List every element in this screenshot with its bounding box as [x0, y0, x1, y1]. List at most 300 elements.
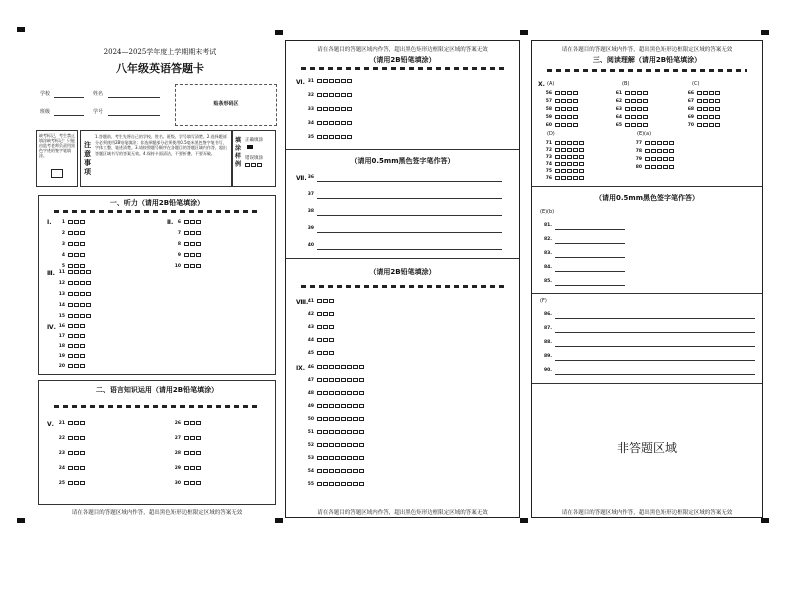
option-bubble[interactable]	[347, 443, 352, 447]
option-bubble[interactable]	[68, 292, 73, 296]
option-bubble[interactable]	[347, 391, 352, 395]
option-bubble[interactable]	[353, 391, 358, 395]
option-bubble[interactable]	[190, 253, 195, 257]
option-bubble[interactable]	[317, 365, 322, 369]
class-field[interactable]	[54, 115, 84, 116]
option-bubble[interactable]	[561, 91, 566, 95]
option-bubble[interactable]	[353, 430, 358, 434]
option-bubble[interactable]	[323, 299, 328, 303]
option-bubble[interactable]	[68, 264, 73, 268]
option-bubble[interactable]	[561, 115, 566, 119]
name-field[interactable]	[108, 97, 160, 98]
option-bubble[interactable]	[86, 270, 91, 274]
option-bubble[interactable]	[184, 264, 189, 268]
option-bubble[interactable]	[190, 231, 195, 235]
option-bubble[interactable]	[561, 99, 566, 103]
option-bubble[interactable]	[68, 344, 73, 348]
option-bubble[interactable]	[643, 115, 648, 119]
option-bubble[interactable]	[329, 299, 334, 303]
answer-line[interactable]	[317, 249, 502, 250]
option-bubble[interactable]	[196, 436, 201, 440]
option-bubble[interactable]	[555, 99, 560, 103]
option-bubble[interactable]	[80, 314, 85, 318]
option-bubble[interactable]	[567, 162, 572, 166]
option-bubble[interactable]	[323, 325, 328, 329]
option-bubble[interactable]	[190, 421, 195, 425]
option-bubble[interactable]	[74, 436, 79, 440]
option-bubble[interactable]	[341, 469, 346, 473]
option-bubble[interactable]	[347, 469, 352, 473]
option-bubble[interactable]	[359, 404, 364, 408]
option-bubble[interactable]	[631, 99, 636, 103]
option-bubble[interactable]	[74, 364, 79, 368]
option-bubble[interactable]	[335, 135, 340, 139]
option-bubble[interactable]	[567, 176, 572, 180]
option-bubble[interactable]	[697, 123, 702, 127]
option-bubble[interactable]	[317, 391, 322, 395]
option-bubble[interactable]	[74, 231, 79, 235]
option-bubble[interactable]	[715, 91, 720, 95]
option-bubble[interactable]	[317, 312, 322, 316]
option-bubble[interactable]	[359, 378, 364, 382]
option-bubble[interactable]	[335, 430, 340, 434]
option-bubble[interactable]	[80, 334, 85, 338]
option-bubble[interactable]	[68, 354, 73, 358]
option-bubble[interactable]	[663, 141, 668, 145]
option-bubble[interactable]	[323, 121, 328, 125]
option-bubble[interactable]	[323, 430, 328, 434]
option-bubble[interactable]	[573, 99, 578, 103]
option-bubble[interactable]	[335, 378, 340, 382]
option-bubble[interactable]	[68, 481, 73, 485]
option-bubble[interactable]	[190, 264, 195, 268]
option-bubble[interactable]	[631, 91, 636, 95]
option-bubble[interactable]	[68, 314, 73, 318]
option-bubble[interactable]	[80, 354, 85, 358]
option-bubble[interactable]	[573, 91, 578, 95]
option-bubble[interactable]	[323, 93, 328, 97]
option-bubble[interactable]	[567, 99, 572, 103]
option-bubble[interactable]	[555, 115, 560, 119]
option-bubble[interactable]	[573, 115, 578, 119]
option-bubble[interactable]	[637, 99, 642, 103]
option-bubble[interactable]	[567, 169, 572, 173]
option-bubble[interactable]	[353, 417, 358, 421]
option-bubble[interactable]	[329, 404, 334, 408]
option-bubble[interactable]	[329, 417, 334, 421]
option-bubble[interactable]	[329, 482, 334, 486]
option-bubble[interactable]	[335, 365, 340, 369]
option-bubble[interactable]	[196, 220, 201, 224]
option-bubble[interactable]	[567, 107, 572, 111]
option-bubble[interactable]	[341, 443, 346, 447]
option-bubble[interactable]	[645, 149, 650, 153]
option-bubble[interactable]	[573, 148, 578, 152]
option-bubble[interactable]	[190, 466, 195, 470]
option-bubble[interactable]	[74, 344, 79, 348]
option-bubble[interactable]	[709, 115, 714, 119]
option-bubble[interactable]	[631, 107, 636, 111]
option-bubble[interactable]	[697, 107, 702, 111]
option-bubble[interactable]	[74, 451, 79, 455]
seat-field[interactable]	[108, 115, 160, 116]
option-bubble[interactable]	[68, 364, 73, 368]
option-bubble[interactable]	[74, 242, 79, 246]
answer-line[interactable]	[555, 374, 755, 375]
option-bubble[interactable]	[317, 351, 322, 355]
option-bubble[interactable]	[317, 456, 322, 460]
option-bubble[interactable]	[347, 378, 352, 382]
option-bubble[interactable]	[341, 365, 346, 369]
option-bubble[interactable]	[329, 365, 334, 369]
option-bubble[interactable]	[323, 135, 328, 139]
option-bubble[interactable]	[196, 231, 201, 235]
option-bubble[interactable]	[561, 141, 566, 145]
option-bubble[interactable]	[555, 107, 560, 111]
option-bubble[interactable]	[184, 466, 189, 470]
option-bubble[interactable]	[335, 417, 340, 421]
option-bubble[interactable]	[317, 299, 322, 303]
option-bubble[interactable]	[573, 155, 578, 159]
option-bubble[interactable]	[68, 281, 73, 285]
option-bubble[interactable]	[703, 91, 708, 95]
option-bubble[interactable]	[703, 123, 708, 127]
option-bubble[interactable]	[68, 303, 73, 307]
answer-line[interactable]	[555, 332, 755, 333]
option-bubble[interactable]	[709, 123, 714, 127]
option-bubble[interactable]	[561, 148, 566, 152]
option-bubble[interactable]	[74, 421, 79, 425]
option-bubble[interactable]	[74, 481, 79, 485]
option-bubble[interactable]	[329, 79, 334, 83]
option-bubble[interactable]	[196, 253, 201, 257]
option-bubble[interactable]	[353, 469, 358, 473]
option-bubble[interactable]	[643, 123, 648, 127]
option-bubble[interactable]	[329, 325, 334, 329]
option-bubble[interactable]	[317, 93, 322, 97]
option-bubble[interactable]	[80, 364, 85, 368]
option-bubble[interactable]	[323, 443, 328, 447]
option-bubble[interactable]	[323, 469, 328, 473]
option-bubble[interactable]	[74, 292, 79, 296]
option-bubble[interactable]	[341, 417, 346, 421]
option-bubble[interactable]	[579, 169, 584, 173]
option-bubble[interactable]	[68, 324, 73, 328]
option-bubble[interactable]	[323, 404, 328, 408]
option-bubble[interactable]	[353, 378, 358, 382]
option-bubble[interactable]	[359, 391, 364, 395]
option-bubble[interactable]	[323, 351, 328, 355]
option-bubble[interactable]	[561, 162, 566, 166]
option-bubble[interactable]	[335, 107, 340, 111]
option-bubble[interactable]	[573, 176, 578, 180]
option-bubble[interactable]	[347, 482, 352, 486]
option-bubble[interactable]	[68, 466, 73, 470]
option-bubble[interactable]	[190, 451, 195, 455]
option-bubble[interactable]	[347, 365, 352, 369]
option-bubble[interactable]	[567, 148, 572, 152]
option-bubble[interactable]	[323, 378, 328, 382]
option-bubble[interactable]	[190, 436, 195, 440]
option-bubble[interactable]	[335, 121, 340, 125]
option-bubble[interactable]	[80, 436, 85, 440]
option-bubble[interactable]	[86, 314, 91, 318]
answer-line[interactable]	[555, 360, 755, 361]
option-bubble[interactable]	[329, 107, 334, 111]
option-bubble[interactable]	[80, 466, 85, 470]
option-bubble[interactable]	[323, 107, 328, 111]
option-bubble[interactable]	[561, 107, 566, 111]
answer-line[interactable]	[317, 181, 502, 182]
option-bubble[interactable]	[323, 312, 328, 316]
option-bubble[interactable]	[555, 176, 560, 180]
option-bubble[interactable]	[709, 99, 714, 103]
option-bubble[interactable]	[669, 141, 674, 145]
option-bubble[interactable]	[657, 149, 662, 153]
option-bubble[interactable]	[579, 141, 584, 145]
option-bubble[interactable]	[567, 155, 572, 159]
option-bubble[interactable]	[651, 149, 656, 153]
answer-line[interactable]	[317, 198, 502, 199]
option-bubble[interactable]	[579, 162, 584, 166]
option-bubble[interactable]	[637, 107, 642, 111]
option-bubble[interactable]	[184, 253, 189, 257]
option-bubble[interactable]	[625, 91, 630, 95]
option-bubble[interactable]	[68, 270, 73, 274]
answer-line[interactable]	[555, 229, 625, 230]
option-bubble[interactable]	[335, 93, 340, 97]
option-bubble[interactable]	[196, 242, 201, 246]
option-bubble[interactable]	[80, 421, 85, 425]
option-bubble[interactable]	[353, 482, 358, 486]
option-bubble[interactable]	[74, 466, 79, 470]
option-bubble[interactable]	[68, 220, 73, 224]
option-bubble[interactable]	[86, 303, 91, 307]
option-bubble[interactable]	[663, 165, 668, 169]
option-bubble[interactable]	[573, 141, 578, 145]
option-bubble[interactable]	[190, 481, 195, 485]
option-bubble[interactable]	[573, 169, 578, 173]
option-bubble[interactable]	[359, 456, 364, 460]
option-bubble[interactable]	[74, 354, 79, 358]
option-bubble[interactable]	[335, 469, 340, 473]
option-bubble[interactable]	[643, 107, 648, 111]
option-bubble[interactable]	[74, 253, 79, 257]
option-bubble[interactable]	[317, 107, 322, 111]
option-bubble[interactable]	[709, 91, 714, 95]
answer-line[interactable]	[555, 346, 755, 347]
option-bubble[interactable]	[335, 404, 340, 408]
option-bubble[interactable]	[555, 91, 560, 95]
option-bubble[interactable]	[80, 231, 85, 235]
option-bubble[interactable]	[317, 443, 322, 447]
option-bubble[interactable]	[573, 162, 578, 166]
option-bubble[interactable]	[335, 456, 340, 460]
option-bubble[interactable]	[74, 303, 79, 307]
option-bubble[interactable]	[68, 231, 73, 235]
option-bubble[interactable]	[329, 338, 334, 342]
option-bubble[interactable]	[317, 417, 322, 421]
option-bubble[interactable]	[657, 141, 662, 145]
option-bubble[interactable]	[68, 242, 73, 246]
option-bubble[interactable]	[669, 157, 674, 161]
option-bubble[interactable]	[353, 456, 358, 460]
option-bubble[interactable]	[317, 404, 322, 408]
option-bubble[interactable]	[651, 165, 656, 169]
option-bubble[interactable]	[561, 169, 566, 173]
option-bubble[interactable]	[709, 107, 714, 111]
option-bubble[interactable]	[80, 303, 85, 307]
option-bubble[interactable]	[555, 155, 560, 159]
option-bubble[interactable]	[80, 242, 85, 246]
option-bubble[interactable]	[625, 115, 630, 119]
option-bubble[interactable]	[196, 481, 201, 485]
option-bubble[interactable]	[80, 292, 85, 296]
option-bubble[interactable]	[631, 115, 636, 119]
option-bubble[interactable]	[317, 135, 322, 139]
option-bubble[interactable]	[651, 157, 656, 161]
option-bubble[interactable]	[573, 123, 578, 127]
option-bubble[interactable]	[329, 135, 334, 139]
option-bubble[interactable]	[703, 99, 708, 103]
option-bubble[interactable]	[329, 121, 334, 125]
option-bubble[interactable]	[323, 365, 328, 369]
option-bubble[interactable]	[555, 169, 560, 173]
option-bubble[interactable]	[335, 79, 340, 83]
option-bubble[interactable]	[68, 334, 73, 338]
option-bubble[interactable]	[359, 469, 364, 473]
option-bubble[interactable]	[341, 456, 346, 460]
answer-line[interactable]	[555, 271, 625, 272]
option-bubble[interactable]	[74, 314, 79, 318]
option-bubble[interactable]	[74, 281, 79, 285]
option-bubble[interactable]	[625, 123, 630, 127]
option-bubble[interactable]	[353, 365, 358, 369]
option-bubble[interactable]	[703, 107, 708, 111]
option-bubble[interactable]	[86, 292, 91, 296]
option-bubble[interactable]	[715, 123, 720, 127]
option-bubble[interactable]	[184, 242, 189, 246]
option-bubble[interactable]	[335, 391, 340, 395]
answer-line[interactable]	[555, 243, 625, 244]
option-bubble[interactable]	[68, 451, 73, 455]
option-bubble[interactable]	[86, 281, 91, 285]
option-bubble[interactable]	[555, 148, 560, 152]
option-bubble[interactable]	[335, 443, 340, 447]
option-bubble[interactable]	[74, 324, 79, 328]
option-bubble[interactable]	[353, 404, 358, 408]
option-bubble[interactable]	[184, 451, 189, 455]
option-bubble[interactable]	[697, 91, 702, 95]
option-bubble[interactable]	[80, 264, 85, 268]
answer-line[interactable]	[555, 285, 625, 286]
option-bubble[interactable]	[657, 165, 662, 169]
option-bubble[interactable]	[567, 123, 572, 127]
absence-checkbox[interactable]	[51, 169, 63, 178]
option-bubble[interactable]	[317, 121, 322, 125]
option-bubble[interactable]	[80, 324, 85, 328]
school-field[interactable]	[54, 97, 84, 98]
option-bubble[interactable]	[631, 123, 636, 127]
option-bubble[interactable]	[341, 378, 346, 382]
option-bubble[interactable]	[359, 443, 364, 447]
option-bubble[interactable]	[317, 469, 322, 473]
option-bubble[interactable]	[317, 79, 322, 83]
option-bubble[interactable]	[317, 430, 322, 434]
option-bubble[interactable]	[657, 157, 662, 161]
option-bubble[interactable]	[80, 220, 85, 224]
option-bubble[interactable]	[317, 338, 322, 342]
option-bubble[interactable]	[347, 135, 352, 139]
option-bubble[interactable]	[347, 121, 352, 125]
option-bubble[interactable]	[329, 312, 334, 316]
option-bubble[interactable]	[697, 99, 702, 103]
option-bubble[interactable]	[347, 417, 352, 421]
option-bubble[interactable]	[703, 115, 708, 119]
option-bubble[interactable]	[637, 91, 642, 95]
option-bubble[interactable]	[317, 482, 322, 486]
option-bubble[interactable]	[643, 99, 648, 103]
option-bubble[interactable]	[579, 155, 584, 159]
option-bubble[interactable]	[637, 115, 642, 119]
option-bubble[interactable]	[567, 141, 572, 145]
option-bubble[interactable]	[329, 456, 334, 460]
option-bubble[interactable]	[341, 482, 346, 486]
option-bubble[interactable]	[341, 430, 346, 434]
option-bubble[interactable]	[68, 253, 73, 257]
option-bubble[interactable]	[184, 436, 189, 440]
option-bubble[interactable]	[323, 79, 328, 83]
option-bubble[interactable]	[555, 141, 560, 145]
option-bubble[interactable]	[359, 417, 364, 421]
option-bubble[interactable]	[353, 443, 358, 447]
option-bubble[interactable]	[347, 404, 352, 408]
option-bubble[interactable]	[347, 456, 352, 460]
option-bubble[interactable]	[663, 149, 668, 153]
option-bubble[interactable]	[323, 417, 328, 421]
option-bubble[interactable]	[68, 421, 73, 425]
option-bubble[interactable]	[625, 99, 630, 103]
option-bubble[interactable]	[80, 270, 85, 274]
option-bubble[interactable]	[323, 391, 328, 395]
option-bubble[interactable]	[184, 231, 189, 235]
option-bubble[interactable]	[80, 253, 85, 257]
option-bubble[interactable]	[579, 148, 584, 152]
option-bubble[interactable]	[196, 421, 201, 425]
answer-line[interactable]	[555, 318, 755, 319]
option-bubble[interactable]	[184, 481, 189, 485]
option-bubble[interactable]	[184, 421, 189, 425]
option-bubble[interactable]	[669, 149, 674, 153]
option-bubble[interactable]	[567, 91, 572, 95]
option-bubble[interactable]	[80, 344, 85, 348]
option-bubble[interactable]	[341, 404, 346, 408]
option-bubble[interactable]	[329, 469, 334, 473]
option-bubble[interactable]	[74, 270, 79, 274]
option-bubble[interactable]	[341, 93, 346, 97]
option-bubble[interactable]	[697, 115, 702, 119]
option-bubble[interactable]	[74, 334, 79, 338]
option-bubble[interactable]	[317, 325, 322, 329]
option-bubble[interactable]	[184, 220, 189, 224]
option-bubble[interactable]	[561, 176, 566, 180]
option-bubble[interactable]	[561, 123, 566, 127]
option-bubble[interactable]	[335, 482, 340, 486]
option-bubble[interactable]	[643, 91, 648, 95]
option-bubble[interactable]	[74, 264, 79, 268]
option-bubble[interactable]	[555, 123, 560, 127]
option-bubble[interactable]	[347, 107, 352, 111]
